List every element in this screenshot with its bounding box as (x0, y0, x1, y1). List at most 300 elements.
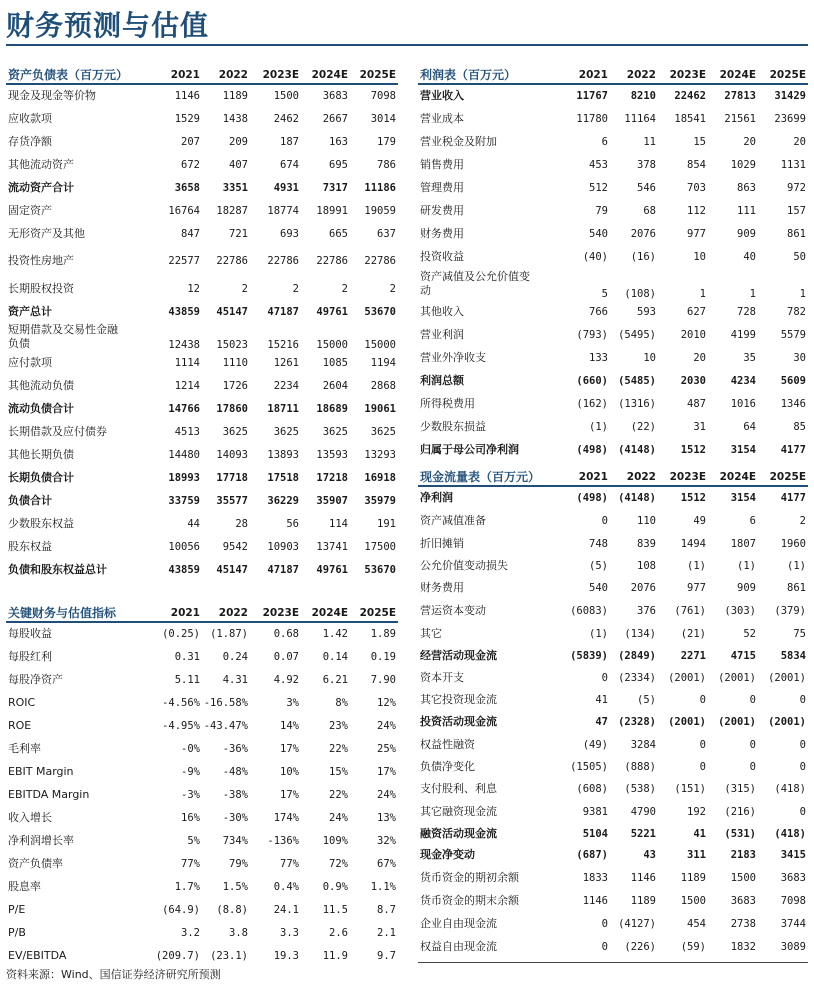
row-label: P/E (8, 902, 26, 916)
cell-value: (134) (624, 627, 656, 640)
cell-value: 11.9 (322, 949, 348, 962)
row-label: 流动资产合计 (8, 180, 74, 194)
cell-value: 1833 (582, 871, 608, 884)
table-row (6, 760, 398, 783)
cell-value: 19059 (364, 204, 396, 217)
cell-value: 0 (601, 514, 608, 527)
cell-value: 7098 (780, 894, 806, 907)
cell-value: (40) (582, 250, 608, 263)
cell-value: -0% (181, 742, 200, 755)
cell-value: (660) (576, 374, 608, 387)
cell-value: 36229 (267, 494, 299, 507)
row-label: 现金及现金等价物 (8, 89, 96, 102)
cell-value: 1494 (680, 537, 706, 550)
cell-value: 0.4% (273, 880, 299, 893)
cell-value: 674 (280, 158, 299, 171)
cell-value: (1316) (618, 397, 656, 410)
row-label: 其它融资现金流 (420, 804, 497, 818)
cell-value: 1189 (222, 90, 248, 102)
cell-value: 9542 (222, 540, 248, 553)
cell-value: 12 (187, 282, 200, 295)
cell-value: 23699 (774, 112, 806, 125)
cell-value: (498) (576, 443, 608, 456)
cell-value: 25% (377, 742, 396, 755)
cell-value: 2 (389, 282, 396, 295)
cell-value: 3744 (780, 917, 806, 930)
row-label: 营业成本 (420, 111, 464, 125)
cell-value: 4177 (780, 443, 806, 456)
row-label: 资产减值准备 (420, 513, 486, 527)
table-row (6, 512, 398, 535)
cell-value: -30% (222, 811, 248, 824)
cell-value: 5834 (780, 650, 806, 662)
table-header-row (6, 603, 398, 622)
cell-value: 11.5 (322, 903, 348, 916)
cell-value: 22786 (364, 255, 396, 267)
cell-value: 4715 (730, 650, 756, 662)
cell-value: 52 (743, 627, 756, 640)
table-row (418, 577, 808, 599)
cell-value: 2.1 (377, 926, 396, 939)
cell-value: 35577 (216, 494, 248, 507)
cell-value: 14480 (168, 448, 200, 461)
cell-value: 21561 (724, 112, 756, 125)
row-label: 权益自由现金流 (420, 939, 497, 953)
table-row (418, 245, 808, 268)
cell-value: (761) (674, 604, 706, 617)
cell-value: (531) (724, 827, 756, 840)
cell-value: 7317 (322, 181, 348, 194)
cell-value: -16.58% (203, 696, 248, 709)
year-header: 2024E (301, 603, 350, 622)
cell-value: 721 (229, 227, 248, 240)
table-row (418, 392, 808, 415)
cell-value: 75 (793, 627, 806, 640)
cell-value: 67% (377, 857, 396, 870)
cell-value: 49761 (316, 563, 348, 576)
cell-value: 1146 (174, 90, 200, 102)
cell-value: (209.7) (155, 949, 200, 962)
cell-value: 53670 (364, 305, 396, 318)
cell-value: 17% (280, 742, 299, 755)
row-label: ROE (8, 718, 32, 732)
cell-value: 1261 (273, 356, 299, 369)
cell-value: 1726 (222, 379, 248, 392)
table-row (6, 852, 398, 875)
cell-value: 49761 (316, 305, 348, 318)
cell-value: 7098 (370, 90, 396, 102)
row-label: 财务费用 (420, 581, 464, 594)
cell-value: 17218 (316, 471, 348, 484)
row-label: 负债合计 (8, 493, 52, 507)
row-label: EV/EBITDA (8, 948, 67, 962)
cell-value: 909 (737, 582, 756, 594)
cell-value: 109% (322, 834, 348, 847)
cell-value: 68 (643, 204, 656, 217)
row-label: 长期股权投资 (8, 281, 74, 295)
table-row (418, 346, 808, 369)
cell-value: 15% (329, 765, 348, 778)
cell-value: 0.9% (322, 880, 348, 893)
cell-value: 14% (280, 719, 299, 732)
cell-value: -48% (222, 765, 248, 778)
cell-value: 41 (693, 827, 706, 840)
cell-value: 31 (693, 420, 706, 433)
cell-value: 79 (595, 204, 608, 217)
cell-value: 0 (799, 805, 806, 818)
row-label: 管理费用 (420, 180, 464, 194)
cell-value: (1) (787, 560, 806, 572)
cell-value: 0.31 (174, 650, 200, 663)
cell-value: (379) (774, 604, 806, 617)
cell-value: 22% (329, 788, 348, 801)
cell-value: 665 (329, 227, 348, 240)
table-row (418, 778, 808, 800)
table-row (418, 756, 808, 778)
cell-value: 13% (377, 811, 396, 824)
cell-value: 18287 (216, 204, 248, 217)
cell-value: 13293 (364, 448, 396, 461)
cell-value: 3351 (222, 181, 248, 194)
row-label: 投资性房地产 (8, 254, 74, 267)
row-label: 营业税金及附加 (420, 134, 497, 148)
table-row (418, 153, 808, 176)
row-label: 毛利率 (8, 741, 41, 755)
cell-value: 7.90 (370, 673, 396, 686)
cell-value: (418) (774, 783, 806, 795)
table-row (6, 199, 398, 222)
cell-value: -43.47% (203, 719, 248, 732)
cell-value: 44 (187, 517, 200, 530)
year-header: 2024E (301, 62, 350, 84)
cell-value: 6 (601, 135, 608, 148)
cell-value: (4148) (618, 492, 656, 504)
table-title: 利润表（百万元） (418, 62, 558, 84)
table-row (418, 645, 808, 667)
cell-value: 85 (793, 420, 806, 433)
income-statement-table (418, 62, 808, 461)
cell-value: (108) (624, 288, 656, 300)
year-header: 2022 (610, 465, 658, 486)
cell-value: 5 (601, 288, 608, 300)
cell-value: 5% (187, 834, 200, 847)
cell-value: 1.42 (322, 628, 348, 640)
cell-value: (888) (624, 761, 656, 773)
table-header-row (418, 62, 808, 84)
cell-value: 1500 (273, 90, 299, 102)
cell-value: 3658 (174, 181, 200, 194)
cell-value: (216) (724, 805, 756, 818)
cell-value: 72% (329, 857, 348, 870)
cell-value: 2030 (680, 374, 706, 387)
cell-value: -4.56% (162, 696, 200, 709)
year-header: 2022 (610, 62, 658, 84)
cell-value: (1) (737, 560, 756, 572)
row-label: 资本开支 (420, 671, 464, 684)
row-label: 短期借款及交易性金融 负债 (8, 323, 118, 350)
row-label: EBITDA Margin (8, 787, 90, 801)
row-label: 资产总计 (8, 304, 52, 318)
cell-value: 1 (799, 288, 806, 300)
row-label: 营业收入 (420, 89, 464, 102)
cell-value: 748 (589, 537, 608, 550)
cell-value: 64 (743, 420, 756, 433)
cell-value: 3154 (730, 492, 756, 504)
cell-value: (1) (589, 420, 608, 433)
cell-value: 2076 (630, 582, 656, 594)
cell-value: 2868 (370, 379, 396, 392)
cell-value: -36% (222, 742, 248, 755)
table-row (418, 599, 808, 622)
cell-value: -38% (222, 788, 248, 801)
cell-value: 0.14 (322, 650, 348, 663)
cell-value: 0.24 (222, 650, 248, 663)
table-row (6, 443, 398, 466)
cell-value: 593 (637, 305, 656, 318)
cell-value: 163 (329, 135, 348, 148)
year-header: 2024E (708, 62, 758, 84)
cell-value: 3415 (780, 849, 806, 861)
cell-value: (5) (589, 560, 608, 572)
cell-value: 23% (329, 719, 348, 732)
cell-value: 11780 (576, 112, 608, 125)
cell-value: 4790 (630, 805, 656, 818)
cell-value: (64.9) (162, 903, 200, 916)
cell-value: 33759 (168, 494, 200, 507)
cell-value: 15023 (216, 339, 248, 351)
cell-value: 6 (749, 514, 756, 527)
cell-value: 187 (280, 135, 299, 148)
table-row (6, 829, 398, 852)
cell-value: 114 (329, 517, 348, 530)
cell-value: 2183 (730, 849, 756, 861)
cell-value: 49 (693, 514, 706, 527)
cell-value: 972 (787, 181, 806, 194)
cell-value: 863 (737, 181, 756, 194)
cell-value: 111 (737, 204, 756, 217)
cell-value: 786 (377, 158, 396, 171)
cell-value: 43859 (168, 563, 200, 576)
cell-value: 1960 (780, 537, 806, 550)
cell-value: 47187 (267, 305, 299, 318)
table-title: 资产负债表（百万元） (6, 62, 152, 84)
cell-value: 56 (286, 517, 299, 530)
cell-value: (4148) (618, 443, 656, 456)
cell-value: 0 (799, 694, 806, 706)
page-title: 财务预测与估值 (6, 9, 210, 42)
cell-value: 2234 (273, 379, 299, 392)
cell-value: 2738 (730, 917, 756, 930)
cell-value: 0.07 (273, 650, 299, 663)
cell-value: 1131 (780, 158, 806, 171)
cell-value: 32% (377, 834, 396, 847)
cell-value: 45147 (216, 563, 248, 576)
cell-value: (8.8) (216, 903, 248, 916)
cell-value: 1029 (730, 158, 756, 171)
cell-value: 703 (687, 181, 706, 194)
cell-value: 1 (749, 288, 756, 300)
table-row (418, 667, 808, 689)
cell-value: 977 (687, 227, 706, 240)
cell-value: 43859 (168, 305, 200, 318)
cell-value: 10 (643, 351, 656, 364)
row-label: 其它 (420, 626, 442, 640)
table-row (418, 84, 808, 107)
cell-value: 378 (637, 158, 656, 171)
cell-value: 35907 (316, 494, 348, 507)
row-label: 长期借款及应付债券 (8, 424, 107, 438)
cell-value: 766 (589, 305, 608, 318)
cell-value: 18774 (267, 204, 299, 217)
cell-value: 79% (229, 857, 248, 870)
cell-value: (21) (680, 627, 706, 640)
cell-value: 1189 (630, 894, 656, 907)
cell-value: 1016 (730, 397, 756, 410)
row-label: 无形资产及其他 (8, 226, 85, 240)
cell-value: 22786 (216, 255, 248, 267)
cell-value: 0 (749, 761, 756, 773)
cell-value: 1189 (680, 871, 706, 884)
cell-value: 24% (377, 719, 396, 732)
table-title: 现金流量表（百万元） (418, 465, 558, 486)
cell-value: 1346 (780, 397, 806, 410)
table-row (6, 277, 398, 300)
cell-value: (4127) (618, 917, 656, 930)
cell-value: 1832 (730, 940, 756, 953)
cell-value: 977 (687, 582, 706, 594)
table-row (6, 374, 398, 397)
cell-value: 693 (280, 227, 299, 240)
cell-value: 4199 (730, 328, 756, 341)
table-row (418, 935, 808, 958)
table-row (6, 222, 398, 245)
cell-value: 1.5% (222, 880, 248, 893)
cell-value: 861 (787, 227, 806, 240)
cell-value: 0 (699, 694, 706, 706)
cell-value: 1.1% (370, 880, 396, 893)
cell-value: 2271 (680, 650, 706, 662)
cell-value: 22786 (267, 255, 299, 267)
cell-value: 20 (693, 351, 706, 364)
cell-value: (6083) (570, 604, 608, 617)
cell-value: (22) (630, 420, 656, 433)
cell-value: 487 (687, 397, 706, 410)
row-label: 折旧摊销 (420, 536, 464, 550)
cell-value: (303) (724, 604, 756, 617)
year-header: 2021 (152, 603, 202, 622)
cell-value: 6.21 (322, 673, 348, 686)
cell-value: (1.87) (210, 628, 248, 640)
cell-value: 695 (329, 158, 348, 171)
row-label: 股东权益 (8, 539, 52, 553)
cell-value: 8% (335, 696, 348, 709)
cell-value: 0 (601, 940, 608, 953)
cell-value: 10056 (168, 540, 200, 553)
cell-value: 77% (280, 857, 299, 870)
cell-value: 1110 (222, 356, 248, 369)
cell-value: 31429 (774, 90, 806, 102)
cell-value: 4513 (174, 425, 200, 438)
row-label: 长期负债合计 (8, 470, 74, 484)
cell-value: (59) (680, 940, 706, 953)
cell-value: 1807 (730, 537, 756, 550)
cell-value: 0 (799, 761, 806, 773)
cell-value: 18993 (168, 471, 200, 484)
cell-value: 192 (687, 805, 706, 818)
table-row (6, 783, 398, 806)
cell-value: 15000 (316, 339, 348, 351)
title-divider (6, 44, 808, 46)
cell-value: 546 (637, 181, 656, 194)
cell-value: 17860 (216, 402, 248, 415)
cell-value: 3154 (730, 443, 756, 456)
cell-value: (5485) (618, 374, 656, 387)
cell-value: 24% (377, 788, 396, 801)
cell-value: 1194 (370, 356, 396, 369)
cell-value: 540 (589, 227, 608, 240)
row-label: 负债和股东权益总计 (8, 562, 107, 576)
cell-value: 11 (643, 135, 656, 148)
row-label: 财务费用 (420, 226, 464, 240)
year-header: 2023E (658, 465, 708, 486)
cell-value: (0.25) (162, 628, 200, 640)
cell-value: 5221 (630, 827, 656, 840)
cell-value: 540 (589, 582, 608, 594)
cell-value: (1) (589, 627, 608, 640)
cell-value: 854 (687, 158, 706, 171)
cell-value: 2010 (680, 328, 706, 341)
cell-value: 3.8 (229, 926, 248, 939)
row-label: 固定资产 (8, 203, 52, 217)
cell-value: 20 (743, 135, 756, 148)
cell-value: 637 (377, 227, 396, 240)
cell-value: 19.3 (273, 949, 299, 962)
table-row (418, 199, 808, 222)
row-label: 少数股东损益 (420, 419, 486, 433)
cell-value: 2667 (322, 112, 348, 125)
table-row (418, 176, 808, 199)
cell-value: 108 (637, 560, 656, 572)
table-row (418, 509, 808, 532)
row-label: 其它投资现金流 (420, 693, 497, 706)
cell-value: 3% (286, 696, 299, 709)
table-row (6, 300, 398, 323)
cell-value: 16% (181, 811, 200, 824)
row-label: 营业利润 (420, 327, 464, 341)
cell-value: (793) (576, 328, 608, 341)
cell-value: 0 (601, 672, 608, 684)
cell-value: 672 (181, 158, 200, 171)
cell-value: 17% (377, 765, 396, 778)
table-row (6, 645, 398, 668)
table-row (6, 875, 398, 898)
cell-value: 22% (329, 742, 348, 755)
cell-value: 15000 (364, 339, 396, 351)
table-row (6, 558, 398, 581)
year-header: 2024E (708, 465, 758, 486)
table-row (6, 668, 398, 691)
cell-value: 22577 (168, 255, 200, 267)
row-label: 归属于母公司净利润 (420, 442, 519, 456)
row-label: 净利润 (420, 491, 453, 504)
cell-value: 13893 (267, 448, 299, 461)
cell-value: 77% (181, 857, 200, 870)
year-header: 2022 (202, 603, 250, 622)
cell-value: 4.31 (222, 673, 248, 686)
row-label: 每股收益 (8, 627, 52, 640)
cell-value: 1.7% (174, 880, 200, 893)
cell-value: 2 (341, 282, 348, 295)
